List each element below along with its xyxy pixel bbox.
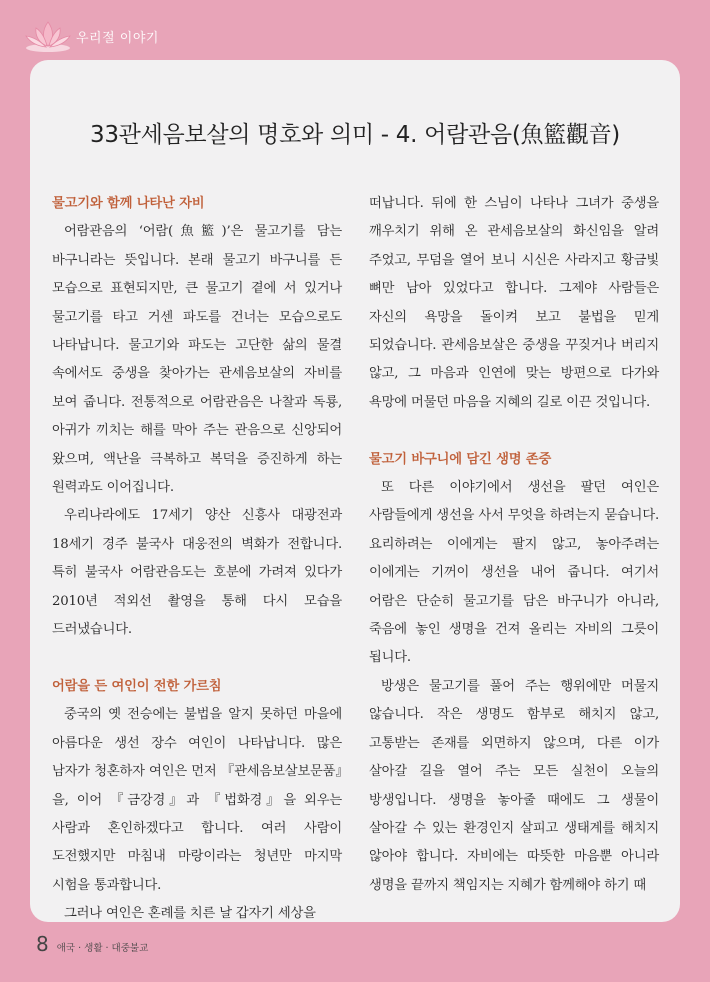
paragraph: 어람관음의 ‘어람(魚籃)’은 물고기를 담는 바구니라는 뜻입니다. 본래 물고기 바구니를 든 모습으로 표현되지만, 큰 물고기 곁에 서 있거나 물고기를 타고 거센 파도를 건너는 모습으로도 나타납니다. 물고기와 파도는 고단한 삶의 물결 속에서도 중생을 찾아가는 관세음보살의 자비를 보여 줍니다. 전통적으로 어람관음은 나찰과 독룡, 아귀가 끼치는 해를 막아 주는 관음으로 신앙되어 왔으며, 액난을 극복하고 복덕을 증진하게 하는 원력과도 이어집니다. [52, 224, 342, 496]
page-number: 8 [36, 932, 49, 956]
paragraph: 그러나 여인은 혼례를 치른 날 갑자기 세상을 [64, 906, 316, 922]
right-column [369, 190, 659, 900]
page-footer [36, 932, 148, 958]
header-title: 우리절 이야기 [76, 30, 159, 46]
paragraph: 우리나라에도 17세기 양산 신흥사 대광전과 18세기 경주 불국사 대웅전의 벽화가 전합니다. 특히 불국사 어람관음도는 호분에 가려져 있다가 2010년 적외선 촬영을 통해 다시 모습을 드러냈습니다. [52, 508, 342, 638]
paragraph: 방생은 물고기를 풀어 주는 행위에만 머물지 않습니다. 작은 생명도 함부로 해치지 않고, 고통받는 존재를 외면하지 않으며, 다른 이가 살아갈 길을 열어 주는 모든 실천이 오늘의 방생입니다. 생명을 놓아줄 때에도 그 생물이 살아갈 수 있는 환경인지 살피고 생태계를 해치지 않아야 합니다. 자비에는 따뜻한 마음뿐 아니라 생명을 끝까지 책임지는 지혜가 함께해야 하기 때 [369, 678, 659, 893]
paragraph: 또 다른 이야기에서 생선을 팔던 여인은 사람들에게 생선을 사서 무엇을 하려는지 묻습니다. 요리하려는 이에게는 팔지 않고, 놓아주려는 이에게는 기꺼이 생선을 내어 줍니다. 여기서 어람은 단순히 물고기를 담은 바구니가 아니라, 죽음에 놓인 생명을 건져 올리는 자비의 그릇이 됩니다. [369, 480, 659, 666]
section-heading: 물고기 바구니에 담긴 생명 존중 [369, 451, 552, 467]
lotus-icon [22, 18, 74, 54]
paragraph: 떠납니다. 뒤에 한 스님이 나타나 그녀가 중생을 깨우치기 위해 온 관세음보살의 화신임을 알려 주었고, 무덤을 열어 보니 시신은 사라지고 황금빛 뼈만 남아 있었다고 합니다. 그제야 사람들은 자신의 욕망을 돌이켜 보고 불법을 믿게 되었습니다. 관세음보살은 중생을 꾸짖거나 버리지 않고, 그 마음과 인연에 맞는 방편으로 다가와 욕망에 머물던 마음을 지혜의 길로 이끈 것입니다. [369, 196, 659, 410]
publication-slogan: 애국 · 생활 · 대중불교 [56, 943, 149, 954]
left-column [52, 190, 342, 929]
section-heading: 물고기와 함께 나타난 자비 [52, 196, 205, 211]
paragraph: 중국의 옛 전승에는 불법을 알지 못하던 마을에 아름다운 생선 장수 여인이 나타납니다. 많은 남자가 청혼하자 여인은 먼저 『관세음보살보문품』을, 이어 『금강경』과 『법화경』을 외우는 사람과 혼인하겠다고 합니다. 여러 사람이 도전했지만 마침내 마랑이라는 청년만 마지막 시험을 통과합니다. [52, 707, 342, 893]
section-header [22, 18, 159, 54]
article-title: 33관세음보살의 명호와 의미 - 4. 어람관음(魚籃觀音) [90, 122, 620, 148]
section-heading: 어람을 든 여인이 전한 가르침 [52, 678, 222, 694]
